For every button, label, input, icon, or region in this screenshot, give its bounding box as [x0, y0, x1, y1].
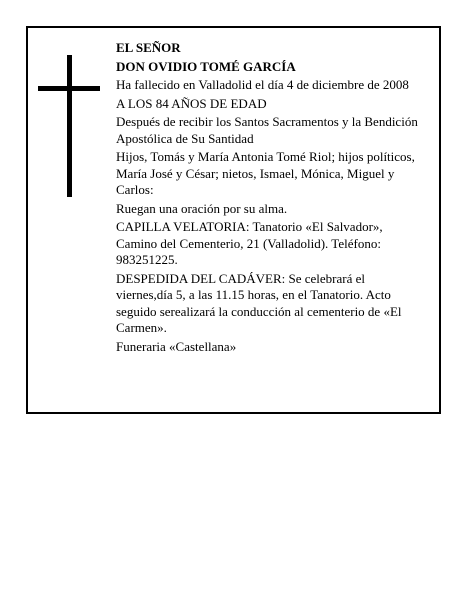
cross-vertical-bar [67, 55, 72, 197]
prayer-line: Ruegan una oración por su alma. [116, 200, 288, 216]
obituary-notice [26, 26, 441, 414]
heading-line-1: EL SEÑOR [116, 40, 181, 55]
funeral-home-line: Funeraria «Castellana» [116, 338, 237, 354]
cross-horizontal-bar [38, 86, 100, 91]
farewell-line: DESPEDIDA DEL CADÁVER: Se celebrará el viernes,día 5, a las 11.15 horas, en el Tanatorio. Acto seguido serealizará la conducción al cementerio de «El Carmen». [116, 270, 402, 335]
sacraments-line: Después de recibir los Santos Sacramentos y la Bendición Apostólica de Su Santidad [116, 114, 418, 146]
deceased-name: DON OVIDIO TOMÉ GARCÍA [116, 58, 296, 74]
age-line: A LOS 84 AÑOS DE EDAD [116, 95, 267, 111]
family-line: Hijos, Tomás y María Antonia Tomé Riol; hijos políticos, María José y César; nietos, Ismael, Mónica, Miguel y Carlos: [116, 149, 415, 197]
obituary-text [116, 40, 418, 357]
death-info: Ha fallecido en Valladolid el día 4 de diciembre de 2008 [116, 77, 409, 92]
chapel-line: CAPILLA VELATORIA: Tanatorio «El Salvador», Camino del Cementerio, 21 (Valladolid). Teléfono: 983251225. [116, 219, 383, 267]
